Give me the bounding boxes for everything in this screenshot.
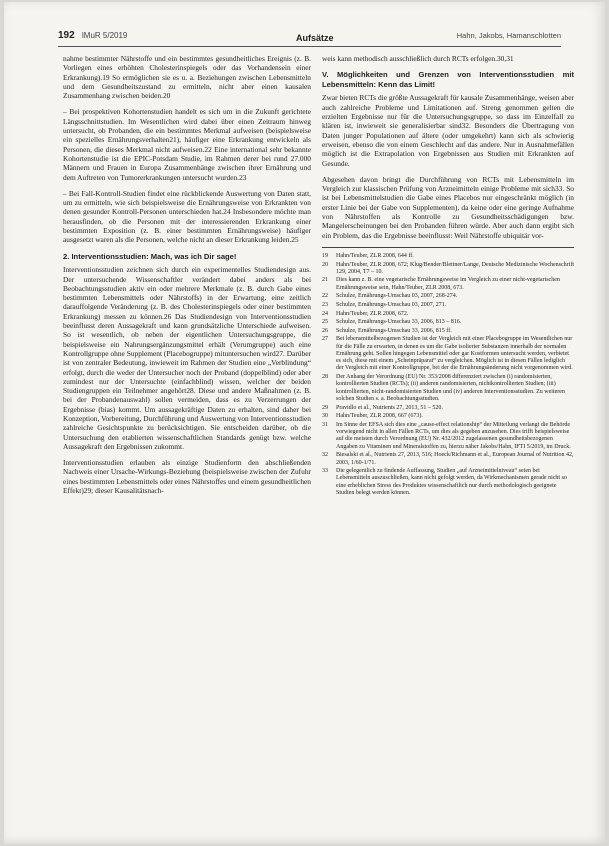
paragraph: Abgesehen davon bringt die Durchführung von RCTs mit Lebensmitteln im Vergleich zur klassischen Prüfung von Arzneimitteln einige Probleme mit sich33. So ist bei Lebensmittelstudien die Gabe eines Placebos nur eingeschränkt möglich (in erster Linie bei der Gabe von Supplementen), da keine oder eine geringe Aufnahme von Nährstoffen als Kontrolle zu Gesundheitsschädigungen bzw. Mangelerscheinungen bei den Probanden führen würde. Aber auch dann ergibt sich ein Problem, das die Ergebnisse beeinflusst: Weil Nährstoffe ubiquitär vor- [322,174,574,240]
footnote-number: 30 [322,413,328,420]
footnote-text: Schulze, Ernährungs-Umschau 33, 2006, 813 – 816. [336,319,462,326]
paragraph: – Bei prospektiven Kohortenstudien handelt es sich um in die Zukunft gerichtete Längsschnittstudien. Im Wesentlichen wird dabei über einen Zeitraum hinweg untersucht, ob Probanden, die ein bestimmtes Merkmal aufweisen (beispielsweise ein spezielles Ernährungsverhalten21), häufiger eine Erkrankung entwickeln als Personen, die dieses Merkmal nicht aufweisen.22 Eine international sehr bekannte Kohortenstudie ist die EPIC-Potsdam Studie, im Rahmen derer bei rund 27.000 Männern und Frauen in Europa Zusammenhänge zwischen ihrer Ernährung und dem Auftreten von Tumorerkrankungen untersucht wurden.23 [63,107,311,182]
page-header [58,30,561,56]
footnote [322,311,574,318]
footnote [322,336,574,372]
footnote-text: Die gelegentlich zu findende Auffassung, Studien „auf Arzneimittelniveau“ seien bei Lebensmitteln auszuschließen, kann nicht gefolgt werden, da Wirkmechanismen gerade nicht so eine erheblichen Stress des Produktes wissenschaftlich nur durch methodologisch geeignete Studien belegt werden können. [336,468,567,496]
running-authors: Hahn, Jakobs, Hamanschlotten [456,31,561,40]
footnote [322,422,574,451]
footnote [322,277,574,292]
header-rule [58,46,561,47]
paragraph: Interventionsstudien erlauben als einzige Studienform den abschließenden Nachweis einer Ursache-Wirkungs-Beziehung (beispielsweise zwischen der Zufuhr eines bestimmten Lebensmittels oder eines Nährstoffes und einem gesundheitlichen Effekt)29; dieser Kausalitätsnach- [63,458,311,496]
footnote-text: Pravidlo et al., Nutrients 27, 2013, 51 – 520. [336,404,443,411]
footnote-number: 24 [322,310,328,317]
footnotes [322,253,574,497]
footnote-text: Bei lebensmittelbezogenen Studien ist der Vergleich mit einer Placebogruppe im Wesentlichen nur für die Fälle zu erwarten, in denen es um die Gabe isolierter Substanzen innerhalb der normalen Ernährung geht. Sollen hingegen Lebensmittel oder gar Kostformen untersucht werden, verbietet es sich, diese mit einem „Scheinpräparat“ zu vergleichen. Möglich ist in diesen Fällen lediglich der Vergleich mit einer Kontrollgruppe, bei der die Ernährungsänderung nicht vorgenommen wird. [336,336,573,372]
paragraph: Interventionsstudien zeichnen sich durch ein experimentelles Studiendesign aus. Der untersuchende Wissenschaftler verändert dabei anders als bei Beobachtungsstudien aktiv ein oder mehrere Merkmale (z. B. durch Gabe eines bestimmten Lebensmittels oder Nährstoffs) in der Erwartung, eine zeitlich darauffolgende Veränderung (z. B. des Cholesterinspiegels oder einer bestimmten Erkrankung) messen zu können.26 Das Studiendesign von Interventionsstudien beeinflusst deren Aussagekraft und kann grundsätzliche Unterschiede aufweisen. So ist wesentlich, ob neben der eigentlichen Untersuchungsgruppe, die beispielsweise ein Nahrungsergänzungsmittel erhält (Verumgruppe) auch eine Kontrollgruppe ohne Supplement (Placebogruppe) mituntersuchen wird27. Darüber ist von zentraler Bedeutung, inwieweit im Rahmen der Studien eine „Verblindung“ erfolgt, durch die weder der Untersucher noch der Proband (doppelblind) oder aber zumindest nur der Untersuchte (einfachblind) wissen, welcher der beiden Studiengruppen ein Teilnehmer angehört28. Diese und andere Maßnahmen (z. B. bei der Probandenauswahl) sollen vermeiden, dass es zu Verzerrungen der Ergebnisse (bias) kommt. Um aussagekräftige Daten zu erhalten, sind daher bei Konzeption, Vorbereitung, Durchführung und Auswertung von Interventionsstudien zahlreiche Gesichtspunkte zu berücksichtigen. Sie entscheiden darüber, ob die Untersuchung den etablierten wissenschaftlichen Standards genügt bzw. welche Aussagekraft den Ergebnissen zukommt. [63,265,311,451]
footnote [322,452,574,467]
footnote-number: 23 [322,301,328,308]
footnote-text: Hahn/Teuber, ZLR 2008, 672. [336,310,409,317]
right-column [322,54,574,499]
footnote [322,405,574,412]
footnote [322,413,574,420]
footnote [322,253,574,260]
page-number: 192 [58,30,75,41]
paragraph: Zwar bieten RCTs die größte Aussagekraft für kausale Zusammenhänge, weisen aber auch zahlreiche Probleme und Limitationen auf. Streng genommen gelten die erzielten Ergebnisse nur für die Untersuchungsgruppe, so dass im Einzelfall zu klären ist, inwieweit sie generalisierbar sind32. Besonders die Übertragung von Daten junger Populationen auf ältere (oder umgekehrt) kann sich als schwierig erweisen, ebenso die von einem Geschlecht auf das andere. Nur in Ausnahmefällen möglich ist die Extrapolation von Ergebnissen aus Studien mit Erkrankten auf Gesunde. [322,93,574,168]
footnote [322,293,574,300]
journal-issue: lMuR 5/2019 [82,31,128,40]
footnote-number: 21 [322,277,328,284]
footnote-number: 26 [322,327,328,334]
footnote [322,328,574,335]
footnote-number: 22 [322,293,328,300]
footnote-separator [322,247,574,248]
section-heading: V. Möglichkeiten und Grenzen von Interventionsstudien mit Lebensmitteln: Kenn das Limit! [322,70,574,89]
footnote-text: Biesalski et al., Nutrients 27, 2013, 516; Hoeck/Richmann et al., European Journal of Nutrition 42, 2003, 1/60-1/71. [336,452,574,466]
footnote-text: Dies kann z. B. eine vegetarische Ernährungsweise im Vergleich zu einer nicht-vegetarischen Ernährungsweise sein, Hahn/Teuber, ZLR 2008, 673. [336,277,560,291]
footnote-text: Hahn/Teuber, ZLR 2008, 672; Klug/Bender/Blettner/Lange, Deutsche Medizinische Wochenschrift 129, 2004, T7 – 10. [336,261,575,275]
footnote-text: Im Sinne der EFSA sich dies eine „cause-effect relationship“ der Mitteilung verlangt die Behörde vorwiegend nicht in allen Fällen RCTs, um dies als gegeben anzusehen. Dies trifft beispielsweise auf die meisten durch Verordnung (EU) Nr. 432/2012 zugelassenen gesundheitsbezogenen Angaben zu Vitaminen und Mineralstoffen zu, hierzu näher Jakobs/Hahn, IFTI 5/2019, im Druck. [336,421,571,450]
footnote-number: 29 [322,404,328,411]
footnote-number: 31 [322,421,328,428]
footnote [322,262,574,277]
paragraph: weis kann methodisch ausschließlich durch RCTs erfolgen.30,31 [322,54,514,63]
document-page [4,2,605,844]
footnote [322,374,574,403]
footnote-text: Hahn/Teuber, ZLR 2008, 644 ff. [336,252,414,259]
footnote [322,319,574,326]
footnote-text: Schulze, Ernährungs-Umschau 03, 2007, 268-274. [336,293,458,300]
paragraph: – Bei Fall-Kontroll-Studien findet eine rückblickende Auswertung von Daten statt, um zu ermitteln, wie sich beispielsweise die Ernährungsweise von Erkrankten von denen gesunder Kontroll-Personen unterschieden hat.24 Insbesondere möchte man herausfinden, ob die Personen mit der interessierenden Erkrankung einer bestimmten Exposition (z. B. einer bestimmten Ernährungsweise) häufiger ausgesetzt waren als die Personen, welche nicht an dieser Erkrankung leiden.25 [63,188,311,245]
footnote-text: Der Anhang der Verordnung (EU) Nr. 353/2008 differenziert zwischen (i) randomisierten, kontrollierten Studien (RCTs); (ii) anderen randomisierten, nichtkontrollierten Studien; (iii) kontrollierten, nicht-randomisierten Studien und (iv) anderen Interventionsstudien. Zu weiteren solchen Studien s. a. Beobachtungsstudien. [336,374,565,402]
footnote-text: Schulze, Ernährungs-Umschau 33, 2006, 815 ff. [336,327,452,334]
section-title: Aufsätze [296,33,334,43]
footnote-number: 25 [322,319,328,326]
footnote-number: 27 [322,336,328,343]
paragraph: nahme bestimmter Nährstoffe und ein bestimmtes gesundheitliches Ereignis (z. B. Vorliegen eines erhöhten Cholesterinspiegels oder das Vorhandensein einer Erkrankung).19 So ermöglichen sie es u. a. Beziehungen zwischen Lebensmitteln und dem Gesundheitszustand zu ermitteln, nicht aber einen kausalen Zusammenhang zwischen beiden.20 [63,54,311,101]
footnote [322,468,574,497]
footnote-number: 20 [322,261,328,268]
section-heading: 2. Interventionsstudien: Mach, was ich Dir sage! [63,251,237,261]
footnote-text: Schulze, Ernährungs-Umschau 03, 2007, 271. [336,301,447,308]
left-column [63,54,311,502]
footnote-text: Hahn/Teuber, ZLR 2008, 667 (673). [336,413,423,420]
footnote-number: 32 [322,452,328,459]
footnote-number: 28 [322,374,328,381]
footnote-number: 19 [322,252,328,259]
footnote [322,302,574,309]
footnote-number: 33 [322,468,328,475]
